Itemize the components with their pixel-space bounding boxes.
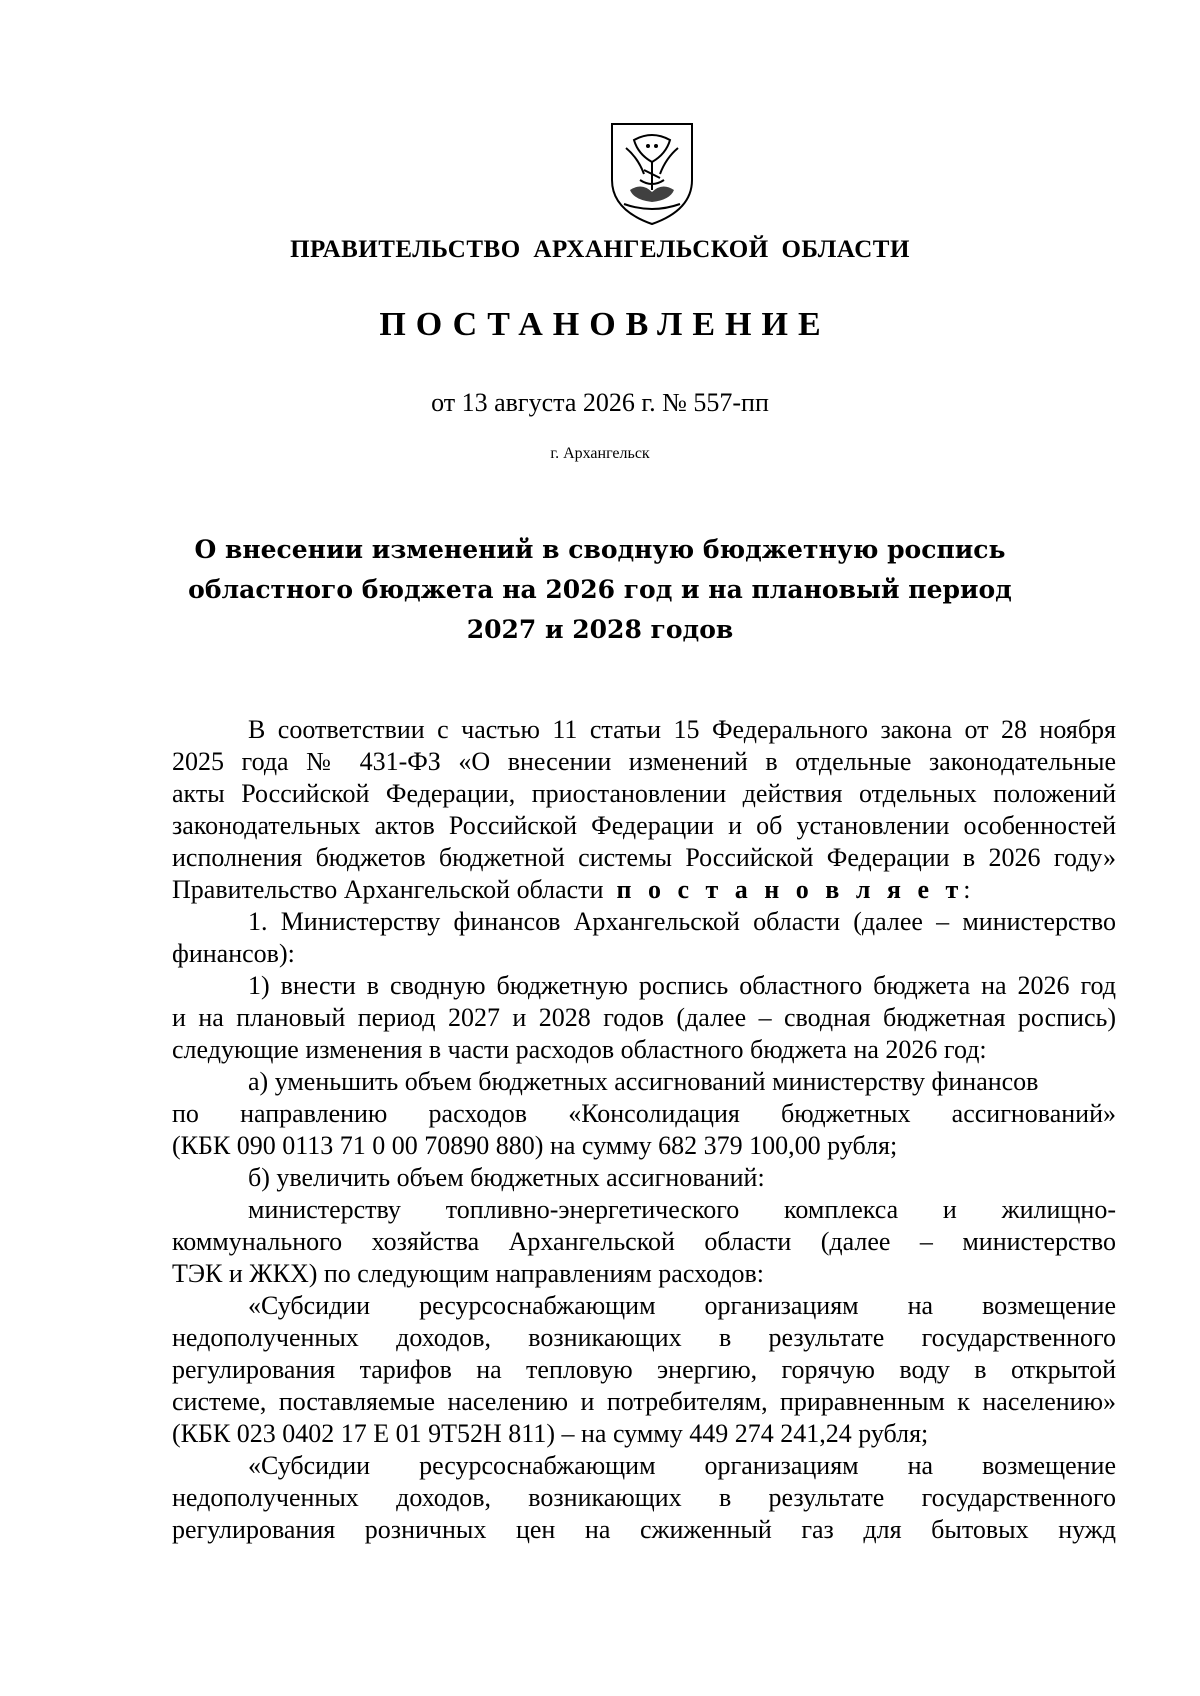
decree-subject: Правительство Архангельской области: [172, 875, 604, 904]
body-line: 1) внести в сводную бюджетную роспись областного бюджета на 2026 год: [248, 971, 1116, 1000]
body-line: (КБК 023 0402 17 Е 01 9Т52Н 811) – на сумму 449 274 241,24 рубля;: [172, 1419, 929, 1448]
document-type: ПОСТАНОВЛЕНИЕ: [379, 306, 831, 343]
body-line: регулирования тарифов на тепловую энергию, горячую воду в открытой: [172, 1355, 1116, 1384]
body-line: исполнения бюджетов бюджетной системы Российской Федерации в 2026 году»: [172, 843, 1116, 872]
body-line: «Субсидии ресурсоснабжающим организациям на возмещение: [248, 1451, 1116, 1480]
body-line: системе, поставляемые населению и потребителям, приравненным к населению»: [172, 1387, 1116, 1416]
title-line: 2027 и 2028 годов: [466, 615, 734, 644]
body-line: и на плановый период 2027 и 2028 годов (далее – сводная бюджетная роспись): [172, 1003, 1116, 1032]
body-line: (КБК 090 0113 71 0 00 70890 880) на сумму 682 379 100,00 рубля;: [172, 1131, 898, 1160]
body-line: недополученных доходов, возникающих в результате государственного: [172, 1483, 1116, 1512]
body-line: 1. Министерству финансов Архангельской области (далее – министерство: [248, 907, 1116, 936]
title-line: областного бюджета на 2026 год и на плановый период: [188, 575, 1012, 604]
body-line: финансов):: [172, 939, 295, 968]
body-line: В соответствии с частью 11 статьи 15 Федерального закона от 28 ноября: [248, 715, 1116, 744]
body-line: б) увеличить объем бюджетных ассигнований:: [248, 1163, 765, 1192]
body-line: по направлению расходов «Консолидация бюджетных ассигнований»: [172, 1099, 1116, 1128]
title-line: О внесении изменений в сводную бюджетную роспись: [194, 535, 1006, 564]
document-date-number: от 13 августа 2026 г. № 557-пп: [431, 388, 769, 417]
body-line-decree: [172, 874, 1116, 906]
body-line: ТЭК и ЖКХ) по следующим направлениям расходов:: [172, 1259, 765, 1288]
coat-of-arms-emblem: [604, 118, 700, 228]
document-city: г. Архангельск: [550, 445, 650, 462]
body-line: а) уменьшить объем бюджетных ассигнований министерству финансов: [248, 1067, 1039, 1096]
issuing-authority: ПРАВИТЕЛЬСТВО АРХАНГЕЛЬСКОЙ ОБЛАСТИ: [290, 236, 910, 263]
body-line: законодательных актов Российской Федерации и об установлении особенностей: [172, 811, 1116, 840]
body-line: «Субсидии ресурсоснабжающим организациям на возмещение: [248, 1291, 1116, 1320]
body-line: акты Российской Федерации, приостановлении действия отдельных положений: [172, 779, 1116, 808]
body-line: регулирования розничных цен на сжиженный газ для бытовых нужд: [172, 1515, 1116, 1544]
body-line: министерству топливно-энергетического комплекса и жилищно-: [248, 1195, 1116, 1224]
body-line: следующие изменения в части расходов областного бюджета на 2026 год:: [172, 1035, 987, 1064]
body-line: 2025 года № 431-ФЗ «О внесении изменений в отдельные законодательные: [172, 747, 1116, 776]
decree-colon: :: [963, 875, 971, 904]
body-line: коммунального хозяйства Архангельской области (далее – министерство: [172, 1227, 1116, 1256]
decree-word: п о с т а н о в л я е т: [616, 875, 964, 904]
body-line: недополученных доходов, возникающих в результате государственного: [172, 1323, 1116, 1352]
